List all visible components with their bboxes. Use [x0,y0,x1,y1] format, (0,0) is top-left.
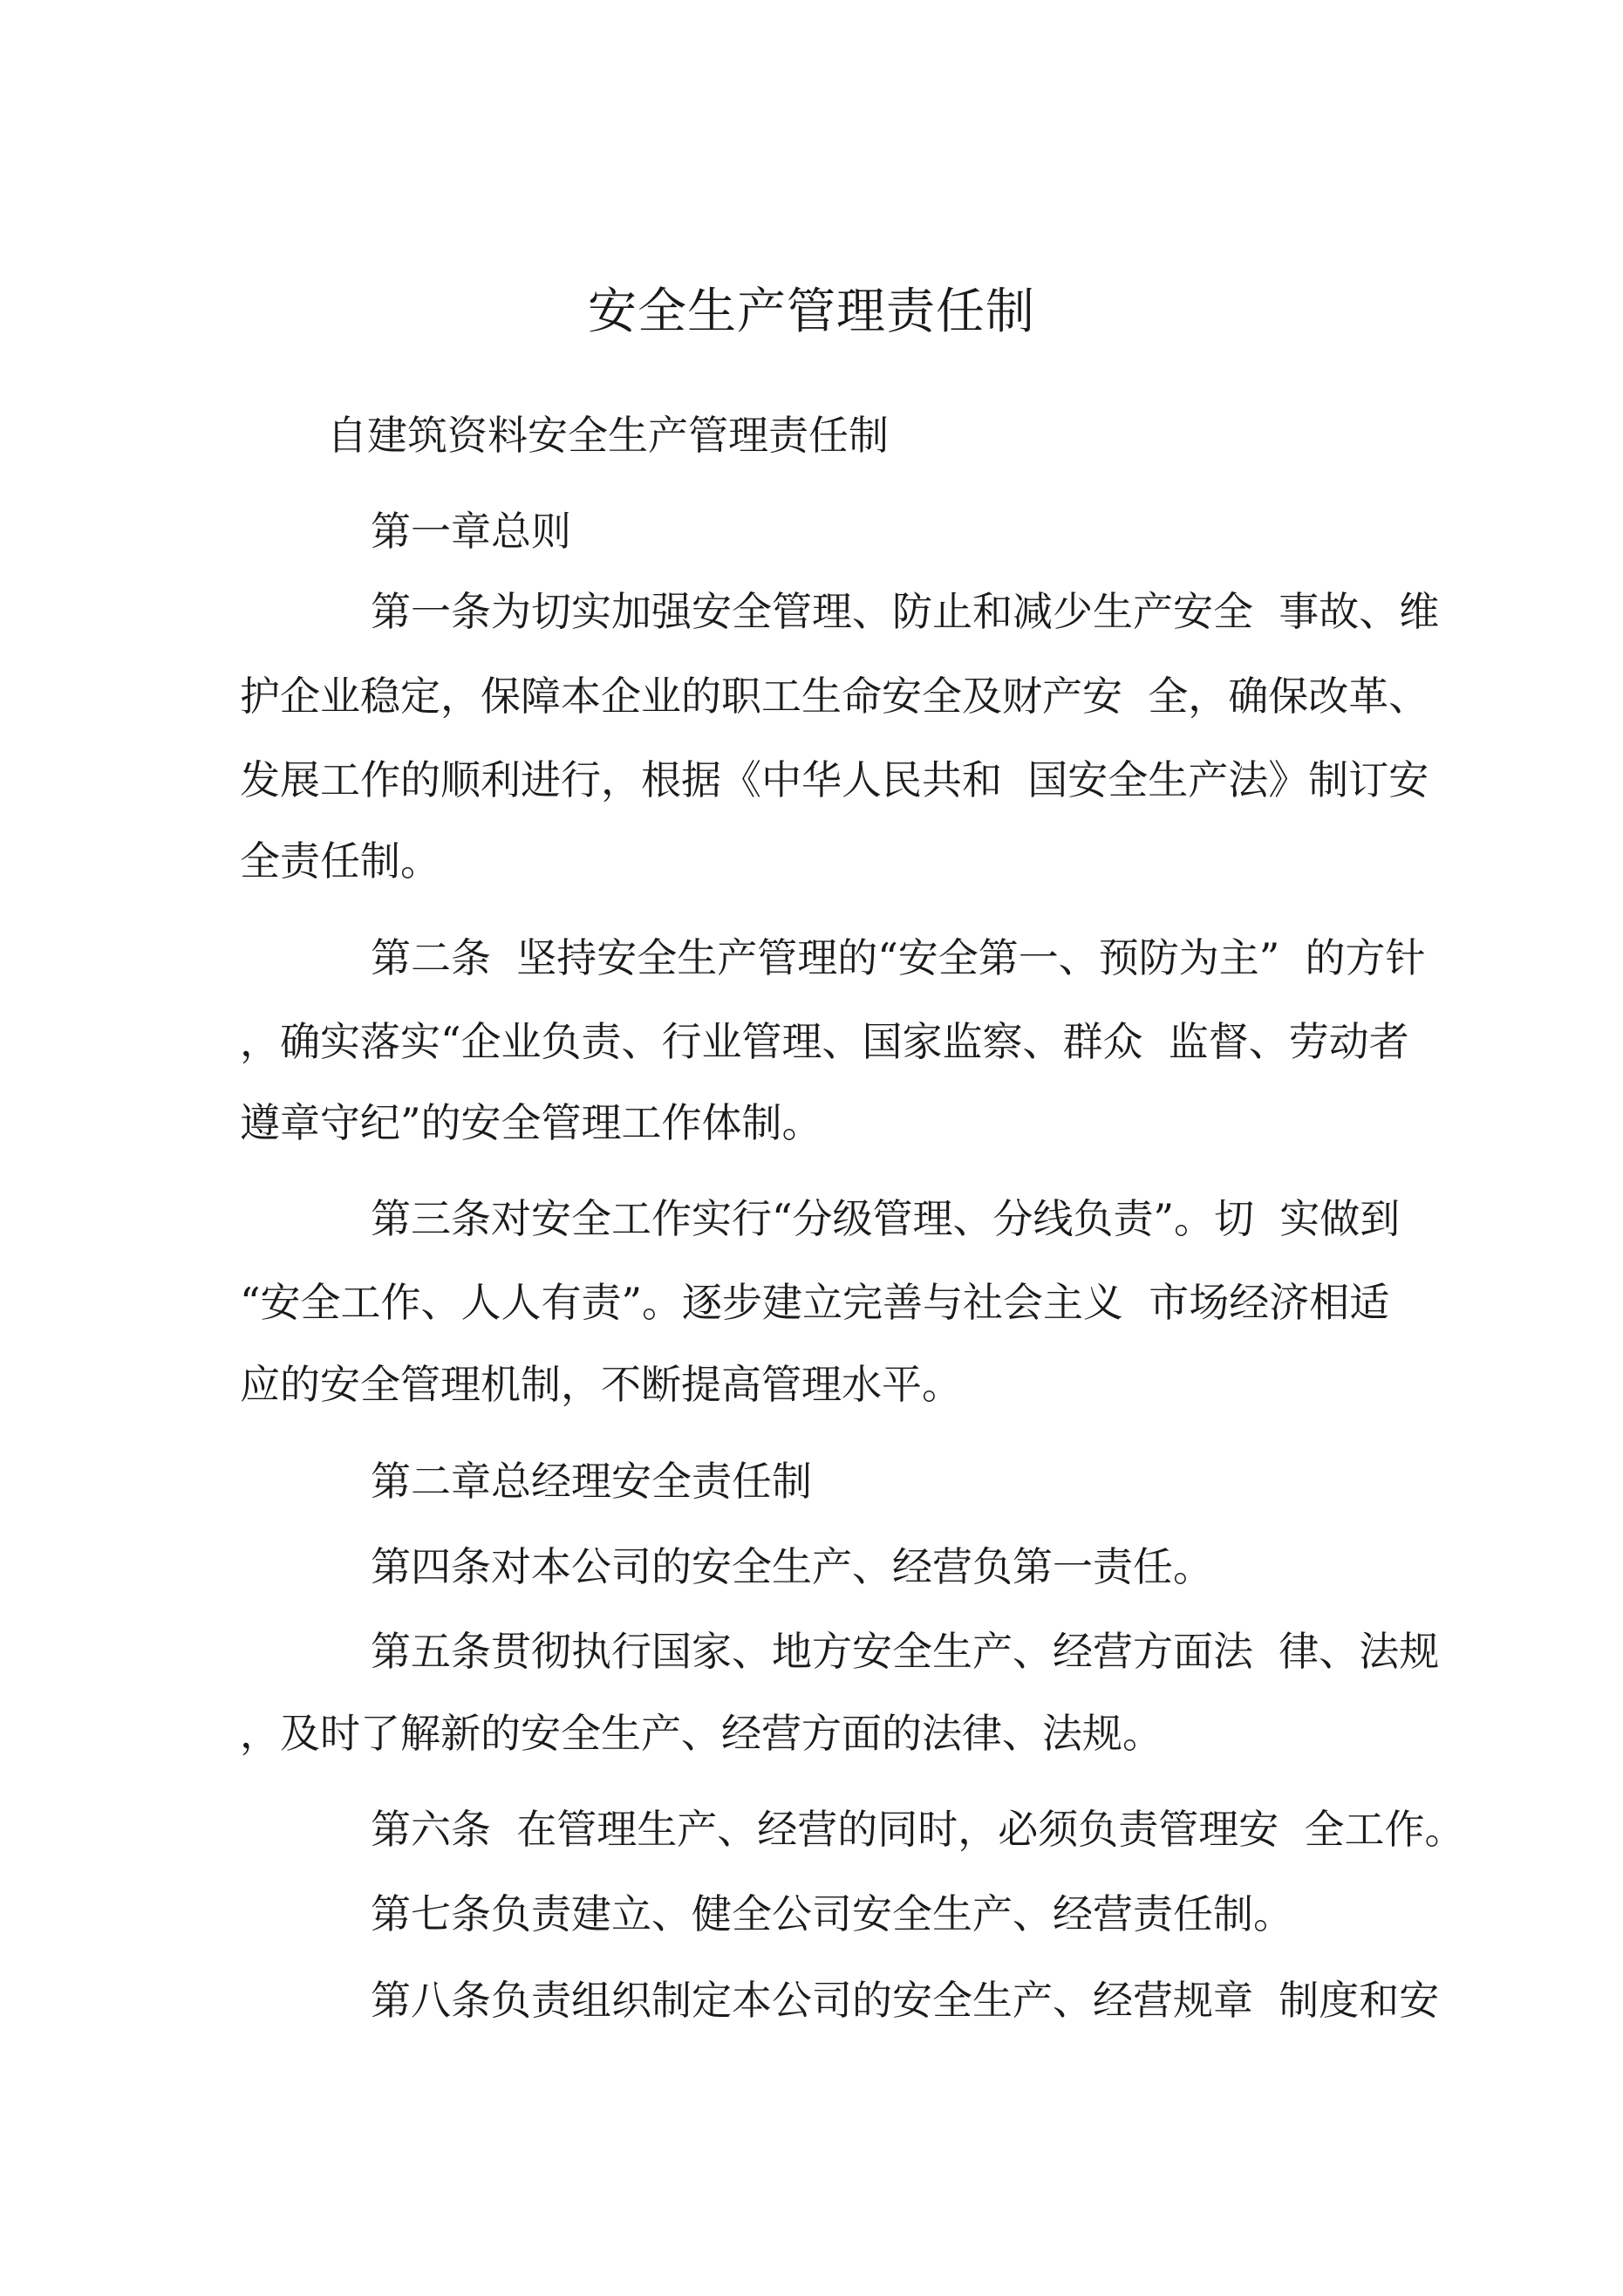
chapter-heading: 第二章总经理安全责任制 [371,1458,812,1505]
paragraph-line: 第七条负责建立、健全公司安全生产、经营责任制。 [371,1890,1293,1937]
paragraph-line: 第五条贯彻执行国家、地方安全生产、经营方面法 律、法规 [371,1628,1440,1675]
chapter-heading: 第一章总则 [371,508,571,555]
paragraph-line: 护企业稳定，保障本企业的职工生命安全及财产安 全，确保改革、 [240,673,1429,720]
paragraph-line: 第八条负责组织制定本公司的安全生产、经营规章 制度和安 [371,1977,1440,2024]
paragraph-line: 发展工作的顺利进行，根据《中华人民共和 国安全生产法》制订安 [240,756,1429,803]
document-title: 安全生产管理责任制 [588,284,1035,340]
document-subtitle: 自建筑资料安全生产管理责任制 [327,412,889,459]
paragraph-line: 第二条 坚持安全生产管理的“安全第一、预防为主” 的方针 [371,934,1426,981]
paragraph-line: 应的安全管理机制，不断提高管理水平。 [240,1361,962,1408]
paragraph-line: 第一条为切实加强安全管理、防止和减少生产安全 事故、维 [371,588,1440,635]
paragraph-line: ，确实落实“企业负责、行业管理、国家监察、群众 监督、劳动者 [240,1018,1409,1065]
paragraph-line: “安全工作、人人有责”。逐步建立完善与社会主义 市场经济相适 [240,1279,1390,1326]
paragraph-line: 第三条对安全工作实行“分级管理、分线负责”。切 实做到 [371,1195,1401,1242]
paragraph-line: 全责任制。 [240,837,440,885]
paragraph-line: 遵章守纪”的安全管理工作体制。 [240,1099,822,1146]
paragraph-line: ，及时了解新的安全生产、经营方面的法律、法规。 [240,1710,1163,1757]
paragraph-line: 第六条 在管理生产、经营的同时，必须负责管理安 全工作。 [371,1806,1465,1853]
paragraph-line: 第四条对本公司的安全生产、经营负第一责任。 [371,1543,1213,1590]
